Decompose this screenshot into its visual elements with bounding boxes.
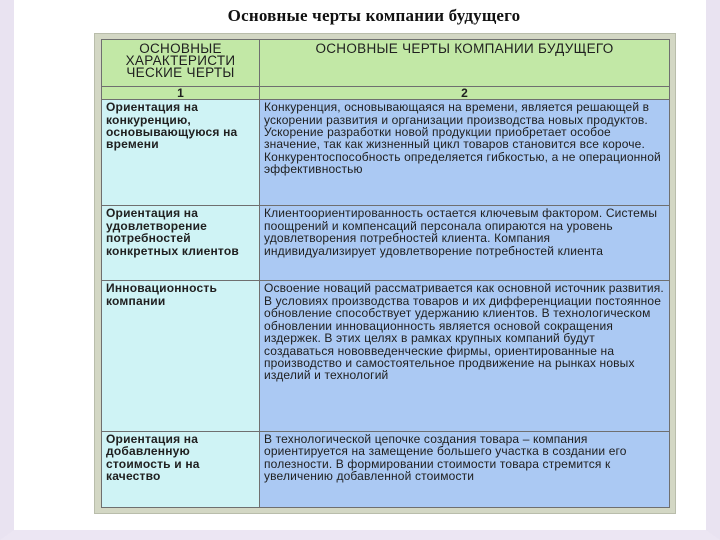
table-row: [102, 281, 670, 431]
column-number-2: 2: [260, 87, 670, 100]
column-number-1: 1: [102, 87, 260, 100]
features-table: [101, 39, 670, 508]
description-cell: Конкуренция, основывающаяся на времени, является решающей в ускорении развития и организации производства новых продуктов. Ускорение разработки новой продукции приобретает особое значение, так как жизненный цикл товаров становится все короче. Конкурентоспособность определяется гибкостью, а не операционной эффективностью: [260, 100, 670, 206]
feature-cell: Ориентация на добавленную стоимость и на качество: [102, 431, 260, 507]
table-row: [102, 100, 670, 206]
feature-cell: Ориентация на удовлетворение потребностей конкретных клиентов: [102, 206, 260, 281]
table-row: [102, 206, 670, 281]
table-row: [102, 431, 670, 507]
description-cell: Освоение новаций рассматривается как основной источник развития. В условиях производства товаров и их дифференциации постоянное обновление способствует удержанию клиентов. В технологическом обновлении инновационность является основой сокращения издержек. В этих целях в рамках крупных компаний будут создаваться нововведенческие фирмы, ориентированные на производство и самостоятельное продвижение на рынках новых изделий и технологий: [260, 281, 670, 431]
features-table-frame: [94, 33, 676, 514]
table-header-row: [102, 40, 670, 87]
header-future-traits-label: ОСНОВНЫЕ ЧЕРТЫ КОМПАНИИ БУДУЩЕГО: [260, 40, 670, 87]
feature-cell: Инновационность компании: [102, 281, 260, 431]
description-cell: Клиентоориентированность остается ключевым фактором. Системы поощрений и компенсаций персонала опираются на уровень удовлетворения потребностей клиента. Компания индивидуализирует удовлетворение потребностей клиента: [260, 206, 670, 281]
header-features-label: ОСНОВНЫЕ ХАРАКТЕРИСТИ ЧЕСКИЕ ЧЕРТЫ: [102, 40, 260, 87]
slide-title: Основные черты компании будущего: [227, 6, 521, 25]
feature-cell: Ориентация на конкуренцию, основывающуюся на времени: [102, 100, 260, 206]
table-number-row: [102, 87, 670, 100]
description-cell: В технологической цепочке создания товара – компания ориентируется на замещение большего участка в создании его полезности. В формировании стоимости товара стремится к увеличению добавленной стоимости: [260, 431, 670, 507]
